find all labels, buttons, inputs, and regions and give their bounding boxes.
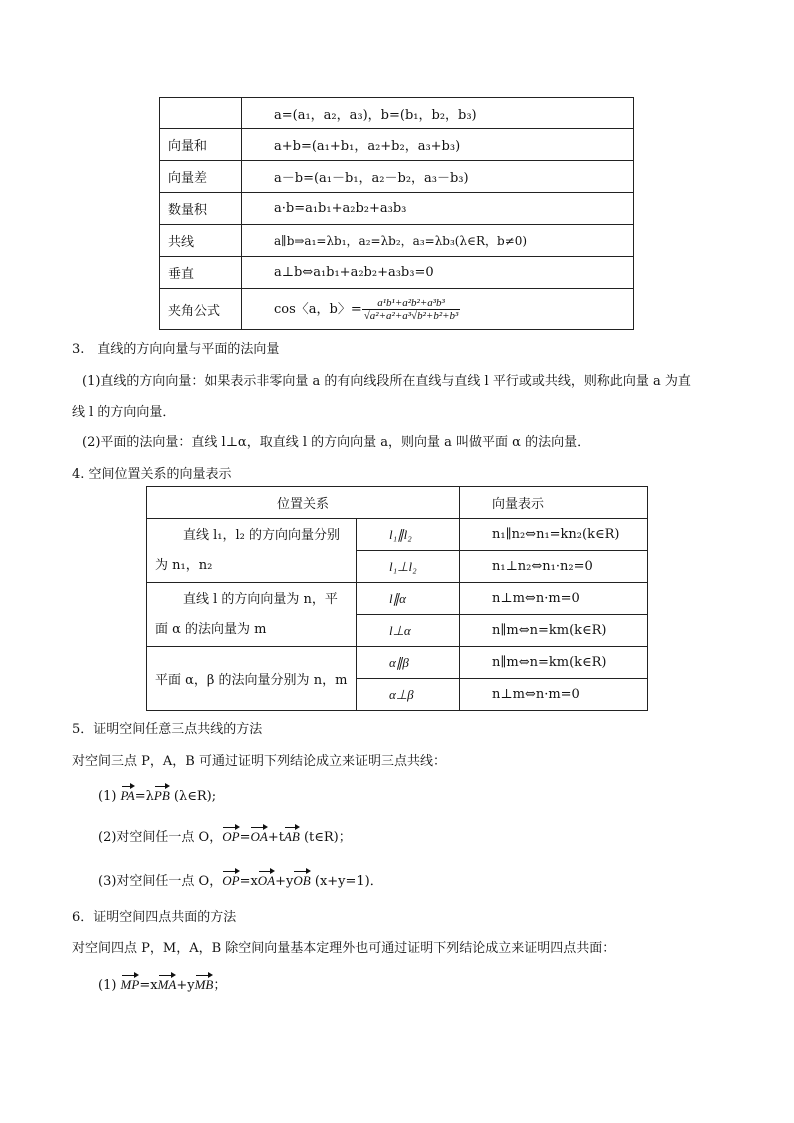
vector-arrow: OA: [257, 873, 276, 888]
relation-cell: α⊥β: [357, 679, 460, 711]
header-relation: 位置关系: [147, 487, 460, 519]
formula-prefix: cos〈a，b〉=: [274, 301, 362, 317]
fraction-denominator: √a²+a²+a³√b²+b²+b³: [363, 309, 459, 322]
section6-title: 6．证明空间四点共面的方法: [72, 910, 237, 925]
sqrt-left: a²+a²+a³: [369, 309, 412, 322]
fraction-numerator: a¹b¹+a²b²+a³b³: [362, 297, 461, 310]
table-cell: a=(a₁，a₂，a₃)，b=(b₁，b₂，b₃): [242, 98, 634, 129]
section5-title: 5．证明空间任意三点共线的方法: [72, 722, 263, 737]
row-formula: [242, 289, 634, 330]
item-suffix: (x+y=1)．: [310, 874, 383, 889]
item-operator: =x: [139, 978, 158, 993]
row-label: 垂直: [160, 257, 242, 289]
desc-line1: 直线 l 的方向向量为 n，平: [183, 591, 338, 607]
vector-arrow: PA: [120, 788, 135, 803]
table-row: [160, 98, 634, 129]
table-row: [160, 193, 634, 225]
vector-arrow: AB: [283, 829, 300, 844]
relation-cell: l₁∥l₂: [357, 519, 460, 551]
table-header-row: [147, 487, 648, 519]
item-operator: =: [239, 830, 251, 845]
vector-cell: n₁∥n₂⇔n₁=kn₂(k∈R): [460, 519, 648, 551]
vector-operations-table: [159, 97, 634, 330]
section3-paragraph1-line1: (1)直线的方向向量：如果表示非零向量 a 的有向线段所在直线与直线 l 平行或或共线，则称此向量 a 为直: [82, 374, 691, 389]
section5-item1: [98, 786, 216, 804]
vector-arrow: MP: [120, 977, 140, 992]
cosine-fraction: [362, 297, 461, 322]
section5-item2: [98, 826, 352, 845]
vector-cell: n₁⊥n₂⇔n₁·n₂=0: [460, 551, 648, 583]
vector-arrow: MB: [194, 977, 214, 992]
row-formula: a⊥b⇔a₁b₁+a₂b₂+a₃b₃=0: [242, 257, 634, 289]
table-row: [147, 519, 648, 551]
vector-cell: n⊥m⇔n·m=0: [460, 679, 648, 711]
vector-arrow: OA: [250, 829, 268, 844]
group-description: [147, 583, 357, 647]
item-operator: +y: [275, 874, 294, 889]
relation-cell: l∥α: [357, 583, 460, 615]
section3-title: 3. 直线的方向向量与平面的法向量: [72, 342, 280, 357]
vector-arrow: OB: [293, 873, 311, 888]
desc-line2: 为 n₁，n₂: [155, 557, 213, 573]
item-suffix: (λ∈R);: [169, 789, 217, 804]
item-suffix: (t∈R)；: [299, 830, 352, 845]
vector-arrow: PB: [153, 788, 170, 803]
item-operator: +y: [176, 978, 195, 993]
section4-title: 4. 空间位置关系的向量表示: [72, 467, 232, 482]
row-label: 向量差: [160, 161, 242, 193]
table-row: [160, 161, 634, 193]
item-operator: +t: [267, 830, 284, 845]
vector-arrow: MA: [157, 977, 177, 992]
row-formula: a－b=(a₁－b₁，a₂－b₂，a₃－b₃): [242, 161, 634, 193]
relation-cell: l₁⊥l₂: [357, 551, 460, 583]
table-row: [147, 647, 648, 679]
table-row: [160, 225, 634, 257]
row-formula: a∥b⇒a₁=λb₁，a₂=λb₂，a₃=λb₃(λ∈R，b≠0): [242, 225, 634, 257]
vector-cell: n⊥m⇔n·m=0: [460, 583, 648, 615]
row-label: 向量和: [160, 129, 242, 161]
section5-item3: [98, 870, 383, 889]
row-label: 共线: [160, 225, 242, 257]
group-description: [147, 519, 357, 583]
row-formula: a+b=(a₁+b₁，a₂+b₂，a₃+b₃): [242, 129, 634, 161]
section6-intro: 对空间四点 P，M，A，B 除空间向量基本定理外也可通过证明下列结论成立来证明四点共面：: [72, 941, 616, 956]
row-formula: a·b=a₁b₁+a₂b₂+a₃b₃: [242, 193, 634, 225]
vector-arrow: OP: [222, 829, 240, 844]
item-prefix: (2)对空间任一点 O，: [98, 830, 223, 845]
item-prefix: (3)对空间任一点 O，: [98, 874, 223, 889]
table-row: [160, 257, 634, 289]
section3-paragraph2: (2)平面的法向量：直线 l⊥α，取直线 l 的方向向量 a，则向量 a 叫做平面 α 的法向量．: [82, 435, 591, 450]
table-cell: [160, 98, 242, 129]
relation-cell: α∥β: [357, 647, 460, 679]
header-vector: 向量表示: [460, 487, 648, 519]
vector-cell: n∥m⇔n=km(k∈R): [460, 647, 648, 679]
item-operator: =λ: [134, 789, 154, 804]
table-row: [147, 583, 648, 615]
item-suffix: ；: [213, 978, 227, 993]
desc-line2: 面 α 的法向量为 m: [155, 621, 267, 637]
item-prefix: (1): [98, 978, 121, 993]
group-description: 平面 α，β 的法向量分别为 n，m: [147, 647, 357, 711]
section6-item1: [98, 974, 226, 993]
row-label: 夹角公式: [160, 289, 242, 330]
desc-line1: 直线 l₁，l₂ 的方向向量分别: [183, 527, 341, 543]
row-label: 数量积: [160, 193, 242, 225]
section5-intro: 对空间三点 P，A，B 可通过证明下列结论成立来证明三点共线：: [72, 754, 446, 769]
table-row: [160, 289, 634, 330]
vector-arrow: OP: [222, 873, 240, 888]
section3-paragraph1-line2: 线 l 的方向向量．: [72, 405, 176, 420]
position-relation-table: [146, 486, 648, 711]
vector-cell: n∥m⇔n=km(k∈R): [460, 615, 648, 647]
sqrt-right: b²+b²+b³: [417, 309, 459, 322]
item-operator: =x: [239, 874, 258, 889]
item-prefix: (1): [98, 789, 121, 804]
table-row: [160, 129, 634, 161]
relation-cell: l⊥α: [357, 615, 460, 647]
